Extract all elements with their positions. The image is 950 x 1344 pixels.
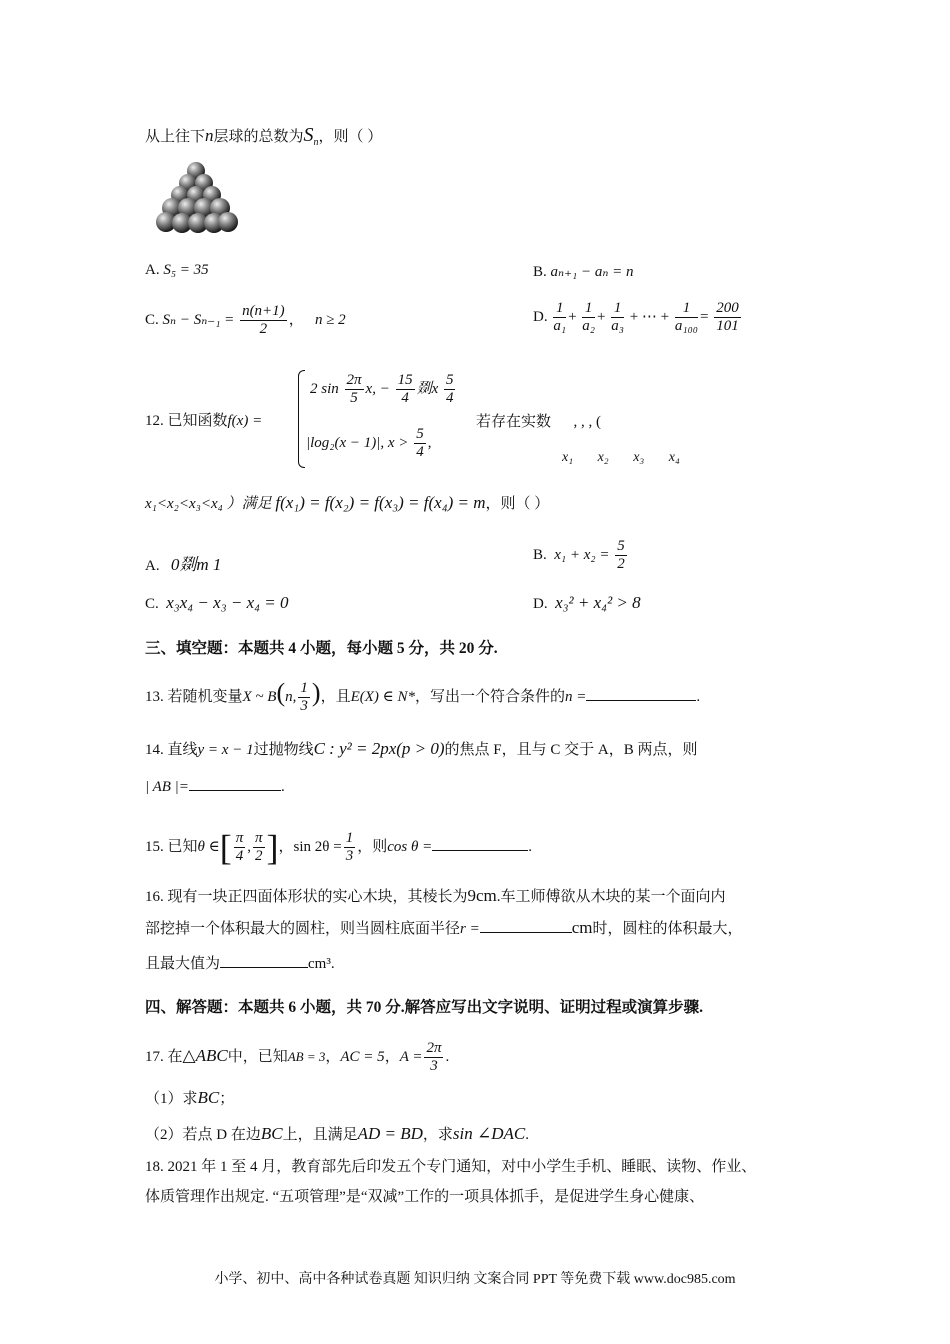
q12-line2: x₁<x₂<x₃<x₄ ）满足 f(x₁) = f(x₂) = f(x₃) = f(x₄) = m，则（ ） — [145, 493, 550, 512]
q18-line1: 18. 2021 年 1 至 4 月，教育部先后印发五个专门通知，对中小学生手机、睡眠、读物、作业、 — [145, 1159, 757, 1175]
q11-option-a[interactable]: A. S₅ = 35 — [145, 262, 209, 278]
q16-radius-blank[interactable] — [480, 918, 572, 933]
q13: 13. 若随机变量X ~ B(n, $\frac{1}{3}$ )，且E(X) ∈ N*，写出一个符合条件的n = . — [145, 677, 701, 714]
page-footer: 小学、初中、高中各种试卷真题 知识归纳 文案合同 PPT 等免费下载 www.doc985.com — [214, 1272, 736, 1287]
q18-line2: 体质管理作出规定. “五项管理”是“双减”工作的一项具体抓手，是促进学生身心健康、 — [145, 1189, 705, 1205]
q16-line1: 16. 现有一块正四面体形状的实心木块，其棱长为9cm.车工师傅欲从木块的某一个面向内 — [145, 886, 726, 905]
q12-case-2: |log₂(x − 1)|, x > $\frac{5}{4}$ , — [306, 426, 432, 460]
q12-after: 若存在实数 , , , ( — [476, 414, 602, 430]
q12-option-d[interactable]: D. x₃² + x₄² > 8 — [533, 593, 641, 612]
q12-prefix: 12. 已知函数f(x) = — [145, 413, 263, 429]
q17-part2: （2）若点 D 在边BC上，且满足AD = BD，求sin ∠DAC. — [145, 1124, 529, 1143]
q16-volume-blank[interactable] — [220, 953, 308, 968]
q12-case-1: 2 sin $\frac{2\pi}{5}$ x, − $\frac{15}{4}$ 剟x $\frac{5}{4}$ — [310, 372, 454, 406]
q16-line2: 部挖掉一个体积最大的圆柱，则当圆柱底面半径r = cm时，圆柱的体积最大， — [145, 918, 743, 937]
q15: 15. 已知θ ∈[ $\frac{\pi}{4}$ , $\frac{\pi}{2}$ ]，sin 2θ = $\frac{1}{3}$ ，则cos θ = . — [145, 827, 532, 868]
q12-vars: x₁ x₂ x₃ x₄ — [562, 450, 680, 465]
q11-option-c[interactable]: C. Sₙ − Sₙ₋₁ = $\frac{n(n+1)}{2}$ ， n ≥ 2 — [145, 303, 346, 337]
sphere-pyramid-image — [152, 160, 242, 240]
q12-option-a[interactable]: A. 0剟m 1 — [145, 555, 222, 574]
q17-stem: 17. 在△ABC中，已知AB = 3，AC = 5，A = $\frac{2\pi}{3}$ . — [145, 1040, 450, 1074]
q13-answer-blank[interactable] — [586, 686, 696, 701]
q17-part1: （1）求BC； — [145, 1088, 235, 1107]
q16-line3: 且最大值为 cm³. — [145, 953, 335, 975]
piecewise-brace — [298, 370, 305, 468]
q14-line2: | AB |= . — [145, 776, 285, 798]
section-4-heading: 四、解答题：本题共 6 小题，共 70 分.解答应写出文字说明、证明过程或演算步骤. — [145, 999, 704, 1016]
section-3-heading: 三、填空题：本题共 4 小题，每小题 5 分，共 20 分. — [145, 640, 498, 657]
q12-option-b[interactable]: B. x₁ + x₂ = $\frac{5}{2}$ — [533, 538, 625, 572]
q11-option-b[interactable]: B. aₙ₊₁ − aₙ = n — [533, 264, 634, 280]
q11-option-d[interactable]: D. $\frac{1}{\text{a₁}}$ + $\frac{1}{\text{a₂}}$ + $\frac{1}{\text{a₃}}$ + ⋯ + $\frac{1}{\text{a₁₀₀}}$ = $\frac{200}{101}$ — [533, 300, 739, 334]
q14-answer-blank[interactable] — [189, 776, 281, 791]
q15-answer-blank[interactable] — [432, 836, 528, 851]
q12-option-c[interactable]: C. x₃x₄ − x₃ − x₄ = 0 — [145, 593, 289, 612]
q11-stem: 从上往下n层球的总数为$S_n$，则（ ） — [145, 124, 383, 148]
q14-line1: 14. 直线y = x − 1过抛物线C : y² = 2px(p > 0)的焦点 F，且与 C 交于 A，B 两点，则 — [145, 739, 698, 758]
